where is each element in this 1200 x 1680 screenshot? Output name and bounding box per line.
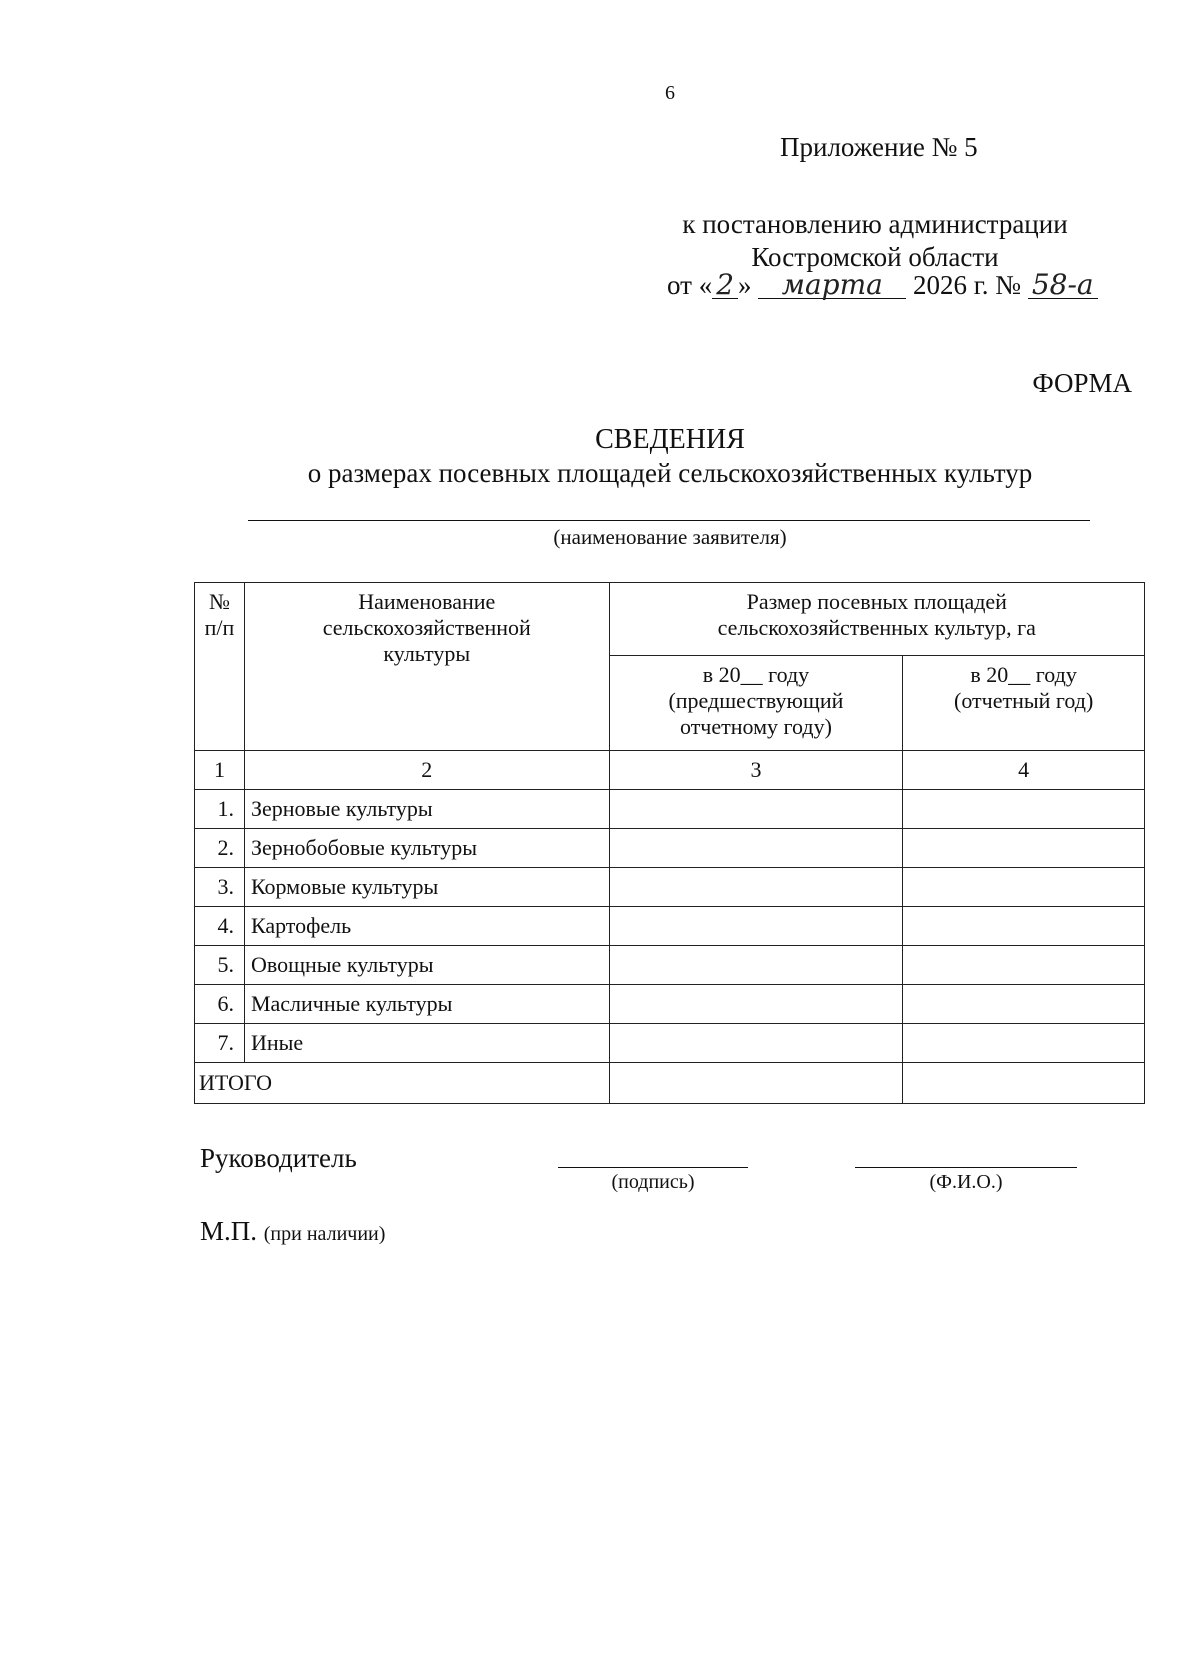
total-label: ИТОГО bbox=[195, 1063, 610, 1104]
crop-name: Масличные культуры bbox=[244, 985, 609, 1024]
header-report-year: в 20__ году (отчетный год) bbox=[903, 656, 1145, 751]
crop-name: Овощные культуры bbox=[244, 946, 609, 985]
header-sown-area: Размер посевных площадей сельскохозяйственных культур, га bbox=[609, 583, 1144, 656]
full-name-caption: (Ф.И.О.) bbox=[929, 1171, 1003, 1193]
signature-field[interactable] bbox=[558, 1167, 748, 1168]
header-previous-year: в 20__ году (предшествующий отчетному году) bbox=[609, 656, 903, 751]
decree-line-1: к постановлению администрации bbox=[682, 209, 1068, 239]
document-title: СВЕДЕНИЯ bbox=[595, 424, 745, 455]
previous-year-area-cell[interactable] bbox=[609, 985, 903, 1024]
full-name-field[interactable] bbox=[855, 1167, 1077, 1168]
crop-name: Зернобобовые культуры bbox=[244, 829, 609, 868]
previous-year-area-cell[interactable] bbox=[609, 829, 903, 868]
report-year-area-cell[interactable] bbox=[903, 790, 1145, 829]
report-year-area-cell[interactable] bbox=[903, 1024, 1145, 1063]
column-number: 2 bbox=[244, 751, 609, 790]
row-index: 3. bbox=[195, 868, 245, 907]
crop-name: Иные bbox=[244, 1024, 609, 1063]
report-year-area-cell[interactable] bbox=[903, 985, 1145, 1024]
column-number: 4 bbox=[903, 751, 1145, 790]
stamp-line bbox=[200, 1216, 385, 1247]
decree-line-2: Костромской области bbox=[751, 242, 999, 272]
handwritten-decree-number: 58-а bbox=[1028, 272, 1098, 299]
decree-reference bbox=[660, 208, 1090, 274]
applicant-caption: (наименование заявителя) bbox=[553, 525, 787, 549]
crop-name: Зерновые культуры bbox=[244, 790, 609, 829]
header-num: № п/п bbox=[195, 583, 245, 751]
report-year-area-cell[interactable] bbox=[903, 946, 1145, 985]
report-year-area-cell[interactable] bbox=[903, 907, 1145, 946]
year-and-number-label: 2026 г. № bbox=[913, 270, 1022, 300]
handwritten-month: марта bbox=[758, 272, 906, 299]
applicant-name-field[interactable] bbox=[248, 520, 1090, 521]
table-row bbox=[195, 907, 1145, 946]
date-prefix: от « bbox=[667, 270, 713, 300]
sown-areas-table bbox=[194, 582, 1145, 1104]
row-index: 5. bbox=[195, 946, 245, 985]
crop-name: Кормовые культуры bbox=[244, 868, 609, 907]
row-index: 6. bbox=[195, 985, 245, 1024]
row-index: 4. bbox=[195, 907, 245, 946]
header-crop-name: Наименование сельскохозяйственной культуры bbox=[244, 583, 609, 751]
previous-year-area-cell[interactable] bbox=[609, 946, 903, 985]
report-year-area-cell[interactable] bbox=[903, 829, 1145, 868]
head-label: Руководитель bbox=[200, 1143, 357, 1173]
previous-year-total-cell[interactable] bbox=[609, 1063, 903, 1104]
previous-year-area-cell[interactable] bbox=[609, 1024, 903, 1063]
report-year-total-cell[interactable] bbox=[903, 1063, 1145, 1104]
table-row bbox=[195, 790, 1145, 829]
row-index: 2. bbox=[195, 829, 245, 868]
document-subtitle: о размерах посевных площадей сельскохозяйственных культур bbox=[307, 458, 1033, 488]
stamp-note: (при наличии) bbox=[263, 1223, 386, 1245]
row-index: 7. bbox=[195, 1024, 245, 1063]
previous-year-area-cell[interactable] bbox=[609, 790, 903, 829]
table-row bbox=[195, 985, 1145, 1024]
column-number: 3 bbox=[609, 751, 903, 790]
stamp-label: М.П. bbox=[200, 1216, 258, 1246]
row-index: 1. bbox=[195, 790, 245, 829]
day-suffix: » bbox=[738, 270, 752, 300]
table-row bbox=[195, 829, 1145, 868]
table-row bbox=[195, 868, 1145, 907]
handwritten-day: 2 bbox=[712, 272, 738, 299]
form-label: ФОРМА bbox=[1032, 368, 1132, 398]
report-year-area-cell[interactable] bbox=[903, 868, 1145, 907]
decree-date-line bbox=[667, 270, 1098, 301]
table-row bbox=[195, 946, 1145, 985]
column-number-row bbox=[195, 751, 1145, 790]
total-row bbox=[195, 1063, 1145, 1104]
signature-caption: (подпись) bbox=[611, 1171, 695, 1193]
previous-year-area-cell[interactable] bbox=[609, 868, 903, 907]
previous-year-area-cell[interactable] bbox=[609, 907, 903, 946]
column-number: 1 bbox=[195, 751, 245, 790]
appendix-title: Приложение № 5 bbox=[780, 132, 978, 162]
page-number: 6 bbox=[665, 82, 675, 104]
crop-name: Картофель bbox=[244, 907, 609, 946]
table-row bbox=[195, 1024, 1145, 1063]
